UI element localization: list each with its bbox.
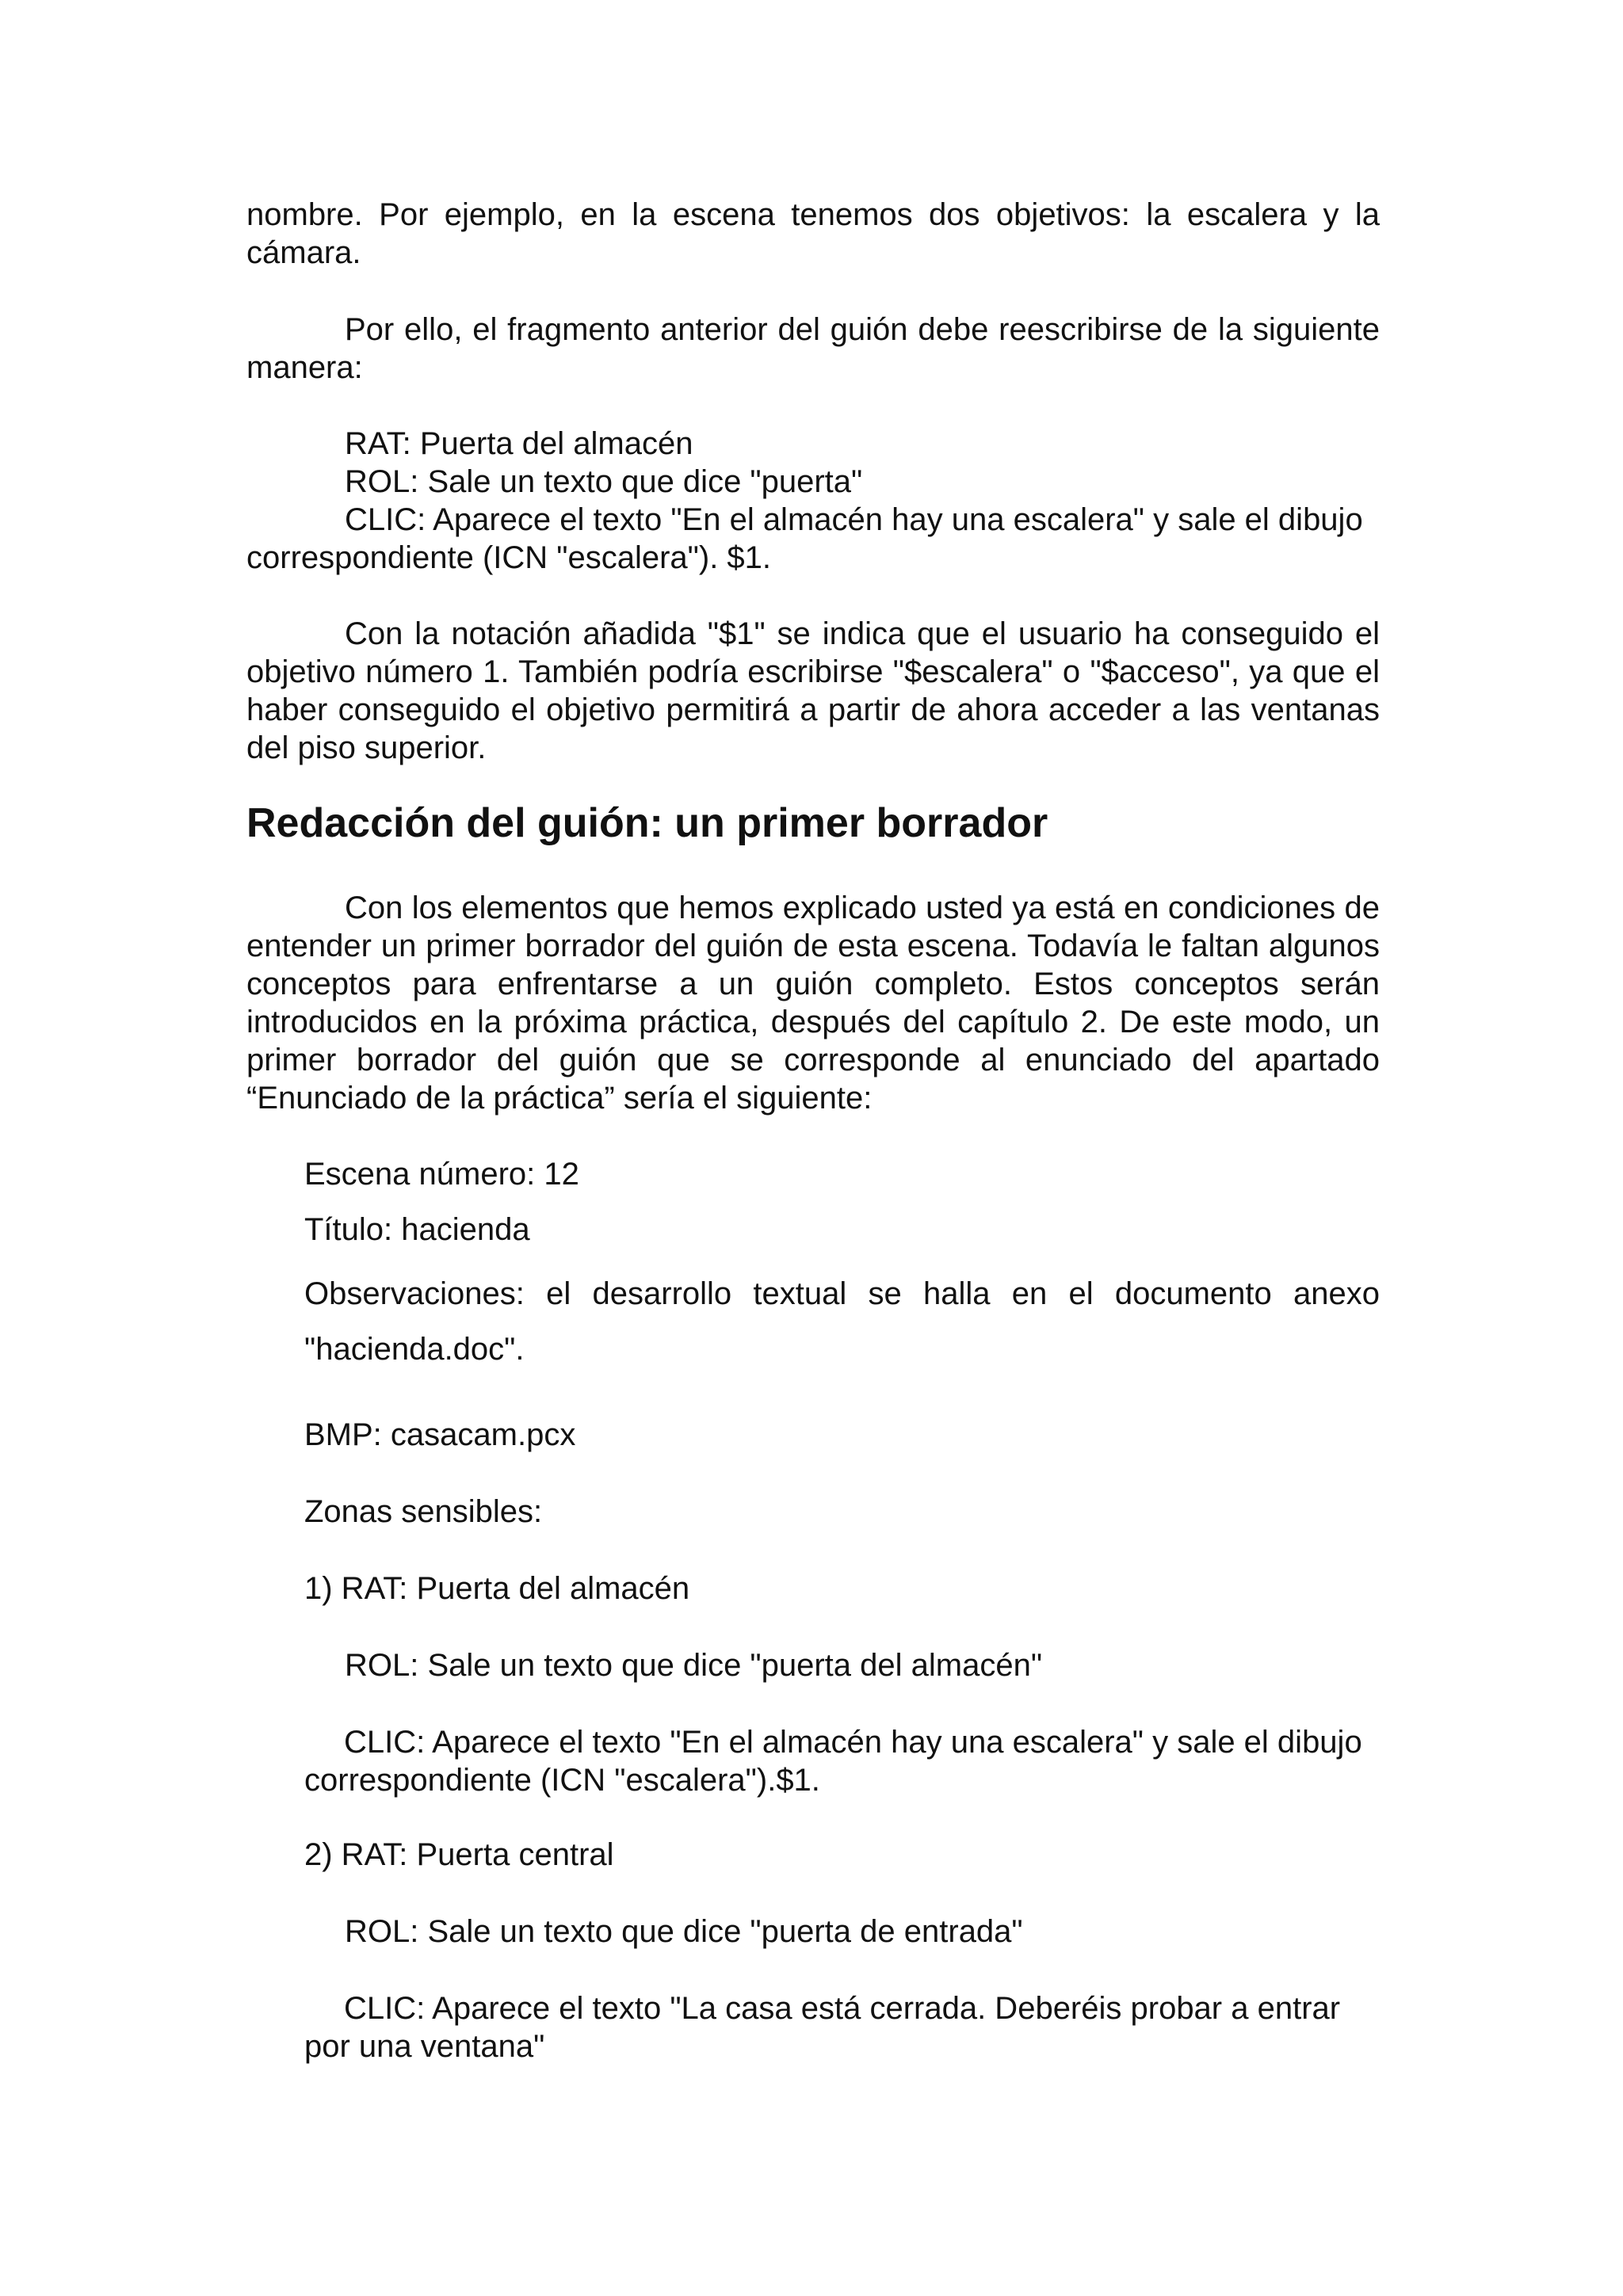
observaciones-line: Observaciones: el desarrollo textual se halla en el documento anexo "hacienda.doc". (304, 1276, 1380, 1367)
zone-1-rol: ROL: Sale un texto que dice "puerta del almacén" (345, 1648, 1043, 1683)
zone-1-clic: CLIC: Aparece el texto "En el almacén hay una escalera" y sale el dibujo correspondiente (ICN "escalera").$1. (304, 1725, 1362, 1798)
script-clic-line: CLIC: Aparece el texto "En el almacén hay una escalera" y sale el dibujo correspondiente (ICN "escalera"). $1. (246, 502, 1363, 575)
escena-line: Escena número: 12 (304, 1157, 579, 1192)
zonas-sensibles-heading: Zonas sensibles: (304, 1494, 543, 1529)
paragraph-draft-intro: Con los elementos que hemos explicado usted ya está en condiciones de entender un primer borrador del guión de esta escena. Todavía le faltan algunos conceptos para enfrentarse a un guión completo. Estos conceptos serán introducidos en la próxima práctica, después del capítulo 2. De este modo, un primer borrador del guión que se corresponde al enunciado del apartado “Enunciado de la práctica” sería el siguiente: (246, 891, 1380, 1116)
paragraph-notation: Con la notación añadida "$1" se indica que el usuario ha conseguido el objetivo número 1. También podría escribirse "$escalera" o "$acceso", ya que el haber conseguido el objetivo permitirá a partir de ahora acceder a las ventanas del piso superior. (246, 616, 1380, 765)
zone-2-rat: 2) RAT: Puerta central (304, 1837, 614, 1872)
zone-2-rol: ROL: Sale un texto que dice "puerta de entrada" (345, 1914, 1023, 1949)
zone-1-rat: 1) RAT: Puerta del almacén (304, 1571, 690, 1606)
paragraph-rewrite-intro: Por ello, el fragmento anterior del guión debe reescribirse de la siguiente manera: (246, 312, 1380, 385)
paragraph-objectives: nombre. Por ejemplo, en la escena tenemos dos objetivos: la escalera y la cámara. (246, 197, 1380, 270)
script-rol-line: ROL: Sale un texto que dice "puerta" (345, 464, 863, 499)
zone-2-clic: CLIC: Aparece el texto "La casa está cerrada. Deberéis probar a entrar por una ventana" (304, 1991, 1341, 2064)
bmp-line: BMP: casacam.pcx (304, 1417, 576, 1452)
titulo-line: Título: hacienda (304, 1212, 530, 1247)
script-rat-line: RAT: Puerta del almacén (345, 426, 693, 461)
section-heading: Redacción del guión: un primer borrador (246, 800, 1048, 846)
